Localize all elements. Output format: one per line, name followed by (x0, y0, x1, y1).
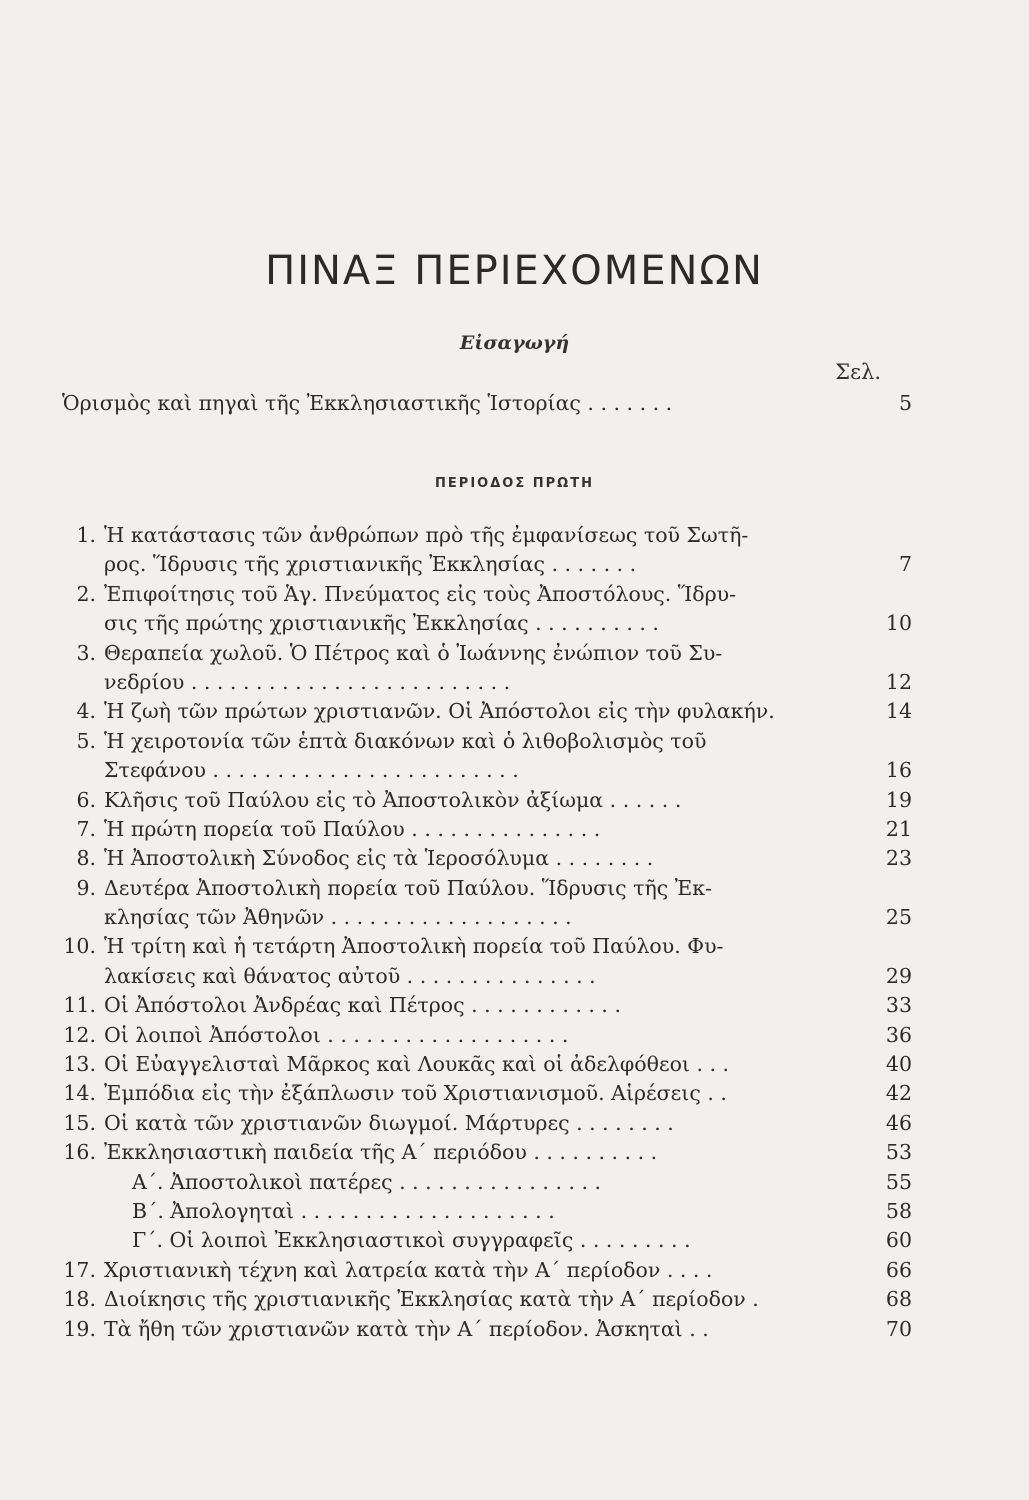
entry-text: Θεραπεία χωλοῦ. Ὁ Πέτρος καὶ ὁ Ἰωάννης ἐνώπιον τοῦ Συ- (104, 640, 723, 665)
toc-entry (0, 786, 1029, 815)
toc-entry-line (0, 962, 1029, 991)
entry-number: 13. (63, 1052, 96, 1077)
entry-text: Οἱ λοιποὶ Ἀπόστολοι . . . . . . . . . . . . . . . . . . . (104, 1022, 569, 1047)
toc-entry (0, 1138, 1029, 1167)
toc-entry (0, 815, 1029, 844)
entry-text: Ἡ τρίτη καὶ ἡ τετάρτη Ἀποστολικὴ πορεία τοῦ Παύλου. Φυ- (104, 934, 724, 959)
entry-text: Χριστιανικὴ τέχνη καὶ λατρεία κατὰ τὴν Α΄ περίοδον . . . . (104, 1257, 713, 1282)
entry-number: 9. (76, 875, 96, 900)
toc-entry (0, 727, 1029, 786)
entry-number: 19. (63, 1316, 96, 1341)
entry-text: Α΄. Ἀποστολικοὶ πατέρες . . . . . . . . . . . . . . . . (132, 1169, 602, 1194)
entry-text: σις τῆς πρώτης χριστιανικῆς Ἐκκλησίας . . . . . . . . . . (104, 611, 659, 636)
toc-entry-line (0, 815, 1029, 844)
entry-text: Ἡ πρώτη πορεία τοῦ Παύλου . . . . . . . . . . . . . . . (104, 816, 601, 841)
entry-page: 46 (885, 1110, 912, 1135)
toc-entry-line (0, 521, 1029, 550)
entry-page: 55 (885, 1169, 912, 1194)
toc-entry-line (0, 639, 1029, 668)
toc-entry (0, 1197, 1029, 1226)
toc-entry (0, 1021, 1029, 1050)
entry-text: Ἐμπόδια εἰς τὴν ἐξάπλωσιν τοῦ Χριστιανισμοῦ. Αἱρέσεις . . (104, 1081, 727, 1106)
entry-text: Γ΄. Οἱ λοιποὶ Ἐκκλησιαστικοὶ συγγραφεῖς . . . . . . . . . (132, 1228, 691, 1253)
entry-page: 5 (898, 391, 912, 415)
entry-number: 1. (76, 523, 96, 547)
toc-entry (0, 1285, 1029, 1314)
toc-entry (0, 1256, 1029, 1285)
toc-entry-line (0, 991, 1029, 1020)
toc-entry-line (0, 844, 1029, 873)
toc-entry-line (0, 1050, 1029, 1079)
entry-text: Ἡ χειροτονία τῶν ἑπτὰ διακόνων καὶ ὁ λιθοβολισμὸς τοῦ (104, 728, 707, 753)
entry-number: 3. (76, 640, 96, 665)
toc-entry (0, 1050, 1029, 1079)
toc-entry (0, 1109, 1029, 1138)
entry-number: 15. (63, 1110, 96, 1135)
entry-number: 2. (76, 581, 96, 606)
toc-entry (0, 844, 1029, 873)
intro-heading: Εἰσαγωγή (459, 332, 570, 354)
entry-number: 11. (63, 993, 96, 1018)
entry-text: Διοίκησις τῆς χριστιανικῆς Ἐκκλησίας κατὰ τὴν Α΄ περίοδον . (104, 1287, 759, 1312)
toc-entry (0, 1226, 1029, 1255)
toc-entry-line (0, 1079, 1029, 1108)
entry-text: Ἐπιφοίτησις τοῦ Ἁγ. Πνεύματος εἰς τοὺς Ἀποστόλους. Ἵδρυ- (104, 581, 737, 606)
entry-page: 33 (885, 993, 912, 1018)
entry-number: 17. (63, 1257, 96, 1282)
entry-number: 5. (76, 728, 96, 753)
entry-number: 6. (76, 787, 96, 812)
toc-list (0, 521, 1029, 1344)
toc-entry-line (0, 1285, 1029, 1314)
entry-text: Ἐκκλησιαστικὴ παιδεία τῆς Α΄ περιόδου . . . . . . . . . . (104, 1140, 658, 1165)
page-title: ΠΙΝΑΞ ΠΕΡΙΕΧΟΜΕΝΩΝ (265, 248, 764, 294)
toc-entry (0, 1079, 1029, 1108)
entry-page: 40 (885, 1052, 912, 1077)
toc-entry-line (0, 1226, 1029, 1255)
entry-text: ρος. Ἵδρυσις τῆς χριστιανικῆς Ἐκκλησίας . . . . . . . (104, 552, 637, 577)
entry-page: 25 (885, 905, 912, 930)
entry-number: 7. (76, 816, 96, 841)
entry-page: 7 (898, 552, 912, 577)
entry-number: 10. (63, 934, 96, 959)
entry-text: Οἱ Εὐαγγελισταὶ Μᾶρκος καὶ Λουκᾶς καὶ οἱ ἀδελφόθεοι . . . (104, 1052, 730, 1077)
entry-text: Οἱ κατὰ τῶν χριστιανῶν διωγμοί. Μάρτυρες . . . . . . . . (104, 1110, 674, 1135)
toc-entry (0, 874, 1029, 933)
toc-entry-line (0, 668, 1029, 697)
entry-page: 66 (885, 1257, 912, 1282)
entry-text: Τὰ ἤθη τῶν χριστιανῶν κατὰ τὴν Α΄ περίοδον. Ἀσκηταὶ . . (104, 1316, 709, 1341)
entry-page: 53 (885, 1140, 912, 1165)
entry-text: Ἡ ζωὴ τῶν πρώτων χριστιανῶν. Οἱ Ἀπόστολοι εἰς τὴν φυλακήν. (104, 699, 775, 724)
entry-number: 16. (63, 1140, 96, 1165)
entry-text: Κλῆσις τοῦ Παύλου εἰς τὸ Ἀποστολικὸν ἀξίωμα . . . . . . (104, 787, 682, 812)
entry-number: 12. (63, 1022, 96, 1047)
entry-number: 18. (63, 1287, 96, 1312)
toc-entry-line (0, 1315, 1029, 1344)
toc-entry-line (0, 1021, 1029, 1050)
toc-entry-line (0, 697, 1029, 726)
toc-entry-line (0, 727, 1029, 756)
entry-text: Δευτέρα Ἀποστολικὴ πορεία τοῦ Παύλου. Ἵδρυσις τῆς Ἐκ- (104, 875, 712, 900)
entry-text: λακίσεις καὶ θάνατος αὐτοῦ . . . . . . . . . . . . . . . (104, 963, 596, 988)
entry-page: 16 (885, 758, 912, 783)
toc-entry (0, 932, 1029, 991)
toc-entry (0, 1168, 1029, 1197)
entry-text: Ἡ κατάστασις τῶν ἀνθρώπων πρὸ τῆς ἐμφανίσεως τοῦ Σωτῆ- (104, 523, 749, 547)
period-heading: ΠΕΡΙΟΔΟΣ ΠΡΩΤΗ (435, 476, 594, 491)
entry-text: Ὁρισμὸς καὶ πηγαὶ τῆς Ἐκκλησιαστικῆς Ἱστορίας . . . . . . . (62, 391, 673, 415)
entry-text: Ἡ Ἀποστολικὴ Σύνοδος εἰς τὰ Ἱεροσόλυμα . . . . . . . . (104, 846, 654, 871)
toc-entry-line (0, 580, 1029, 609)
entry-page: 68 (885, 1287, 912, 1312)
entry-page: 23 (885, 846, 912, 871)
entry-text: Στεφάνου . . . . . . . . . . . . . . . . . . . . . . . . (104, 758, 519, 783)
intro-entry (0, 388, 1029, 418)
entry-number: 8. (76, 846, 96, 871)
entry-page: 12 (885, 669, 912, 694)
toc-entry (0, 580, 1029, 639)
toc-entry-line (0, 903, 1029, 932)
page-column-label: Σελ. (835, 360, 881, 384)
entry-page: 36 (885, 1022, 912, 1047)
entry-page: 58 (885, 1198, 912, 1223)
entry-page: 19 (885, 787, 912, 812)
toc-entry-line (0, 1256, 1029, 1285)
toc-entry (0, 991, 1029, 1020)
entry-page: 42 (885, 1081, 912, 1106)
entry-page: 10 (885, 611, 912, 636)
entry-text: κλησίας τῶν Ἀθηνῶν . . . . . . . . . . . . . . . . . . . (104, 905, 572, 930)
toc-entry-line (0, 1109, 1029, 1138)
entry-number: 14. (63, 1081, 96, 1106)
toc-entry-line (0, 932, 1029, 961)
toc-entry-line (0, 756, 1029, 785)
toc-entry-line (0, 1138, 1029, 1167)
toc-entry-line (0, 1168, 1029, 1197)
entry-page: 14 (885, 699, 912, 724)
toc-entry-line (0, 786, 1029, 815)
toc-entry-line (0, 550, 1029, 579)
entry-text: Οἱ Ἀπόστολοι Ἀνδρέας καὶ Πέτρος . . . . . . . . . . . . (104, 993, 621, 1018)
entry-page: 21 (885, 816, 912, 841)
entry-page: 70 (885, 1316, 912, 1341)
toc-entry (0, 639, 1029, 698)
toc-entry (0, 1315, 1029, 1344)
toc-entry-line (0, 609, 1029, 638)
entry-page: 60 (885, 1228, 912, 1253)
toc-entry-line (0, 874, 1029, 903)
entry-text: νεδρίου . . . . . . . . . . . . . . . . . . . . . . . . . (104, 669, 511, 694)
entry-page: 29 (885, 963, 912, 988)
toc-entry (0, 521, 1029, 580)
toc-entry-line (0, 1197, 1029, 1226)
entry-text: Β΄. Ἀπολογηταὶ . . . . . . . . . . . . . . . . . . . . (132, 1198, 555, 1223)
toc-entry (0, 697, 1029, 726)
entry-number: 4. (76, 699, 96, 724)
